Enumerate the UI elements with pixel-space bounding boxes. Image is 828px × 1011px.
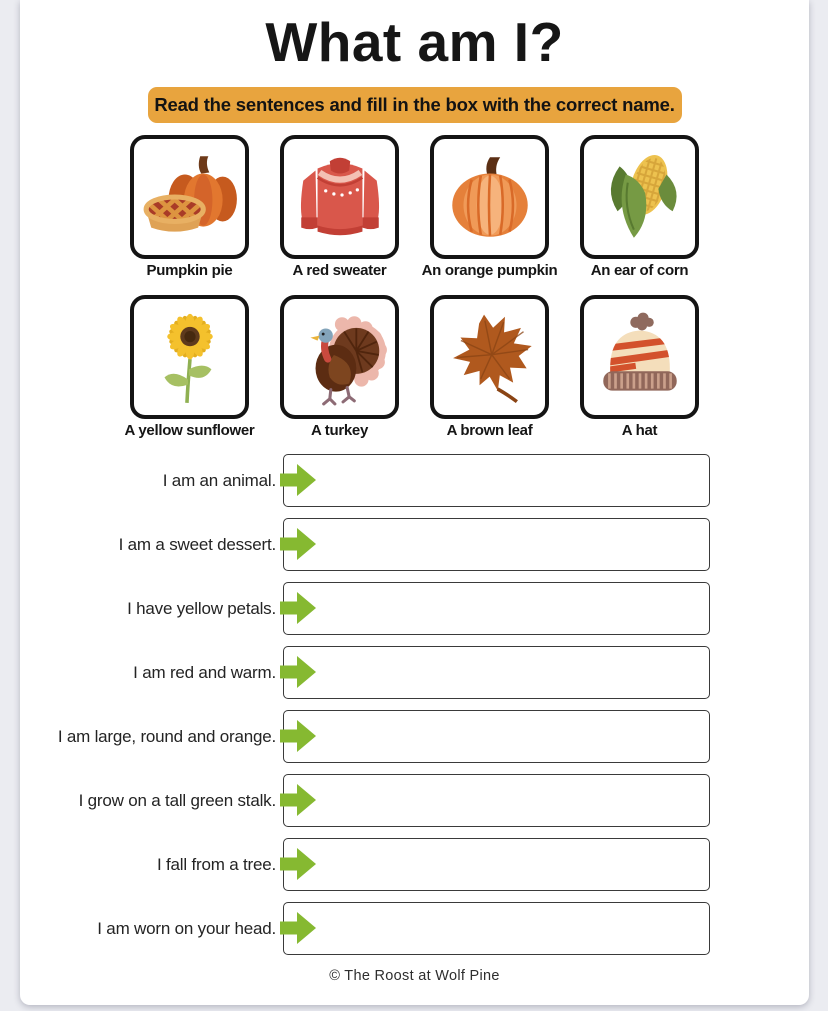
- card-image-frame: [280, 295, 399, 419]
- card-ear-of-corn: [565, 135, 715, 279]
- card-label: Pumpkin pie: [146, 262, 233, 279]
- answer-input[interactable]: [283, 518, 710, 571]
- question-prompt: I am worn on your head.: [97, 918, 276, 938]
- question-row: [20, 518, 809, 571]
- answer-box-wrap: [283, 518, 710, 571]
- brown-leaf-icon: [439, 304, 541, 410]
- card-hat: [565, 295, 715, 439]
- answer-input[interactable]: [283, 902, 710, 955]
- card-label: A brown leaf: [446, 422, 533, 439]
- question-row: [20, 454, 809, 507]
- answer-input[interactable]: [283, 710, 710, 763]
- answer-box-wrap: [283, 646, 710, 699]
- question-prompt: I am a sweet dessert.: [118, 534, 276, 554]
- card-image-frame: [430, 135, 549, 259]
- copyright-footer: © The Roost at Wolf Pine: [329, 968, 500, 984]
- picture-cards-row-1: [20, 135, 809, 279]
- instruction-banner: [148, 87, 682, 123]
- card-image-frame: [130, 295, 249, 419]
- card-pumpkin-pie: [115, 135, 265, 279]
- card-label: An orange pumpkin: [421, 262, 558, 279]
- card-orange-pumpkin: [415, 135, 565, 279]
- question-prompt: I am red and warm.: [133, 662, 276, 682]
- question-row: [20, 774, 809, 827]
- answer-input[interactable]: [283, 646, 710, 699]
- answer-box-wrap: [283, 838, 710, 891]
- answer-box-wrap: [283, 710, 710, 763]
- questions-section: [20, 454, 809, 955]
- card-image-frame: [280, 135, 399, 259]
- red-sweater-icon: [289, 144, 391, 250]
- pumpkin-pie-icon: [139, 144, 241, 250]
- question-row: [20, 710, 809, 763]
- hat-icon: [589, 304, 691, 410]
- orange-pumpkin-icon: [439, 144, 541, 250]
- card-brown-leaf: [415, 295, 565, 439]
- card-yellow-sunflower: [115, 295, 265, 439]
- card-label: An ear of corn: [590, 262, 689, 279]
- sunflower-icon: [139, 304, 241, 410]
- answer-box-wrap: [283, 454, 710, 507]
- question-row: [20, 646, 809, 699]
- question-prompt: I fall from a tree.: [156, 854, 276, 874]
- question-row: [20, 902, 809, 955]
- question-prompt: I am large, round and orange.: [57, 726, 276, 746]
- answer-box-wrap: [283, 902, 710, 955]
- card-turkey: [265, 295, 415, 439]
- answer-input[interactable]: [283, 774, 710, 827]
- card-image-frame: [580, 135, 699, 259]
- answer-box-wrap: [283, 582, 710, 635]
- card-label: A hat: [621, 422, 658, 439]
- card-label: A turkey: [310, 422, 369, 439]
- page-title: What am I?: [265, 11, 564, 73]
- card-red-sweater: [265, 135, 415, 279]
- question-row: [20, 582, 809, 635]
- worksheet-page: [20, 0, 809, 1005]
- answer-input[interactable]: [283, 838, 710, 891]
- answer-input[interactable]: [283, 454, 710, 507]
- card-image-frame: [130, 135, 249, 259]
- card-image-frame: [430, 295, 549, 419]
- turkey-icon: [289, 304, 391, 410]
- question-prompt: I have yellow petals.: [127, 598, 276, 618]
- picture-cards-row-2: [20, 295, 809, 439]
- question-row: [20, 838, 809, 891]
- card-label: A yellow sunflower: [124, 422, 255, 439]
- corn-icon: [589, 144, 691, 250]
- answer-input[interactable]: [283, 582, 710, 635]
- card-label: A red sweater: [292, 262, 387, 279]
- question-prompt: I am an animal.: [162, 470, 276, 490]
- instruction-text: Read the sentences and fill in the box with the correct name.: [154, 94, 675, 115]
- question-prompt: I grow on a tall green stalk.: [78, 790, 276, 810]
- answer-box-wrap: [283, 774, 710, 827]
- card-image-frame: [580, 295, 699, 419]
